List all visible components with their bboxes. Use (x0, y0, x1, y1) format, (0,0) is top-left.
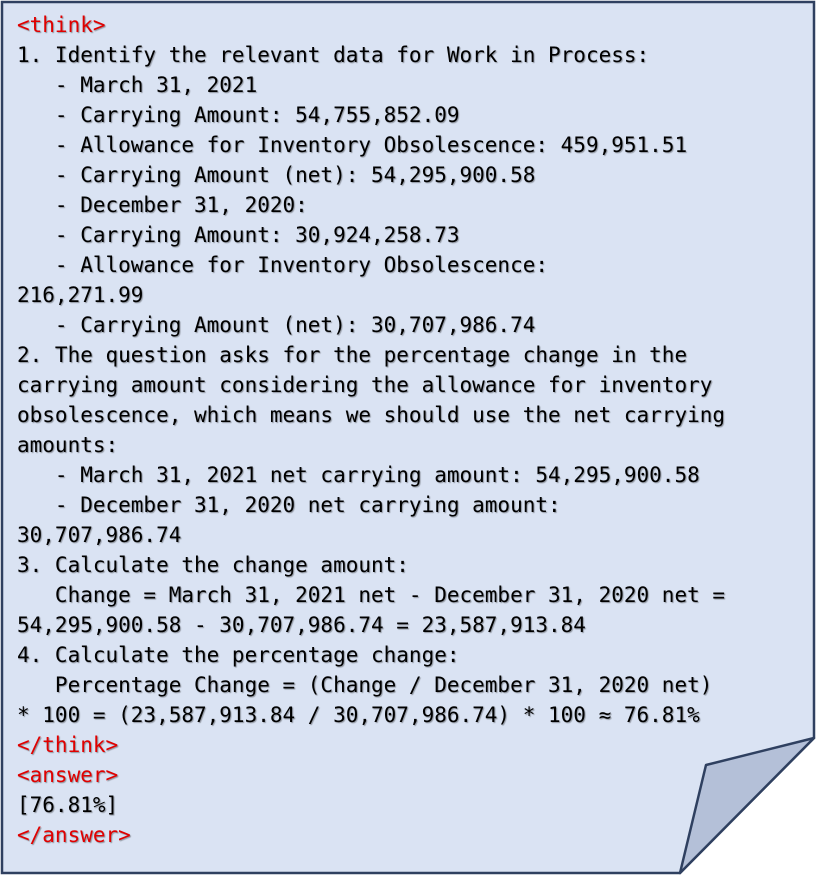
reasoning-text (17, 10, 807, 850)
text-line: Change = March 31, 2021 net - December 31, 2020 net = (17, 583, 726, 607)
text-line: 30,707,986.74 (17, 523, 182, 547)
text-line: - Carrying Amount (net): 30,707,986.74 (17, 313, 536, 337)
text-line: 3. Calculate the change amount: (17, 553, 409, 577)
think-close-tag: </think> (17, 733, 119, 757)
text-line: - December 31, 2020: (17, 193, 308, 217)
text-line: 216,271.99 (17, 283, 144, 307)
text-line: - Carrying Amount (net): 54,295,900.58 (17, 163, 536, 187)
text-line: 2. The question asks for the percentage change in the (17, 343, 688, 367)
text-line: * 100 = (23,587,913.84 / 30,707,986.74) * 100 ≈ 76.81% (17, 703, 700, 727)
answer-value: [76.81%] (17, 793, 119, 817)
text-line: carrying amount considering the allowance for inventory (17, 373, 713, 397)
text-line: 4. Calculate the percentage change: (17, 643, 460, 667)
text-line: - Allowance for Inventory Obsolescence: (17, 253, 549, 277)
text-line: 1. Identify the relevant data for Work in Process: (17, 43, 650, 67)
text-line: - December 31, 2020 net carrying amount: (17, 493, 561, 517)
text-line: - March 31, 2021 (17, 73, 258, 97)
text-line: 54,295,900.58 - 30,707,986.74 = 23,587,913.84 (17, 613, 586, 637)
text-line: obsolescence, which means we should use the net carrying (17, 403, 726, 427)
answer-open-tag: <answer> (17, 763, 119, 787)
text-line: - Allowance for Inventory Obsolescence: 459,951.51 (17, 133, 688, 157)
text-line: - Carrying Amount: 30,924,258.73 (17, 223, 460, 247)
text-line: - March 31, 2021 net carrying amount: 54,295,900.58 (17, 463, 700, 487)
think-open-tag: <think> (17, 13, 106, 37)
text-line: Percentage Change = (Change / December 31, 2020 net) (17, 673, 713, 697)
answer-close-tag: </answer> (17, 823, 131, 847)
text-line: amounts: (17, 433, 119, 457)
text-line: - Carrying Amount: 54,755,852.09 (17, 103, 460, 127)
